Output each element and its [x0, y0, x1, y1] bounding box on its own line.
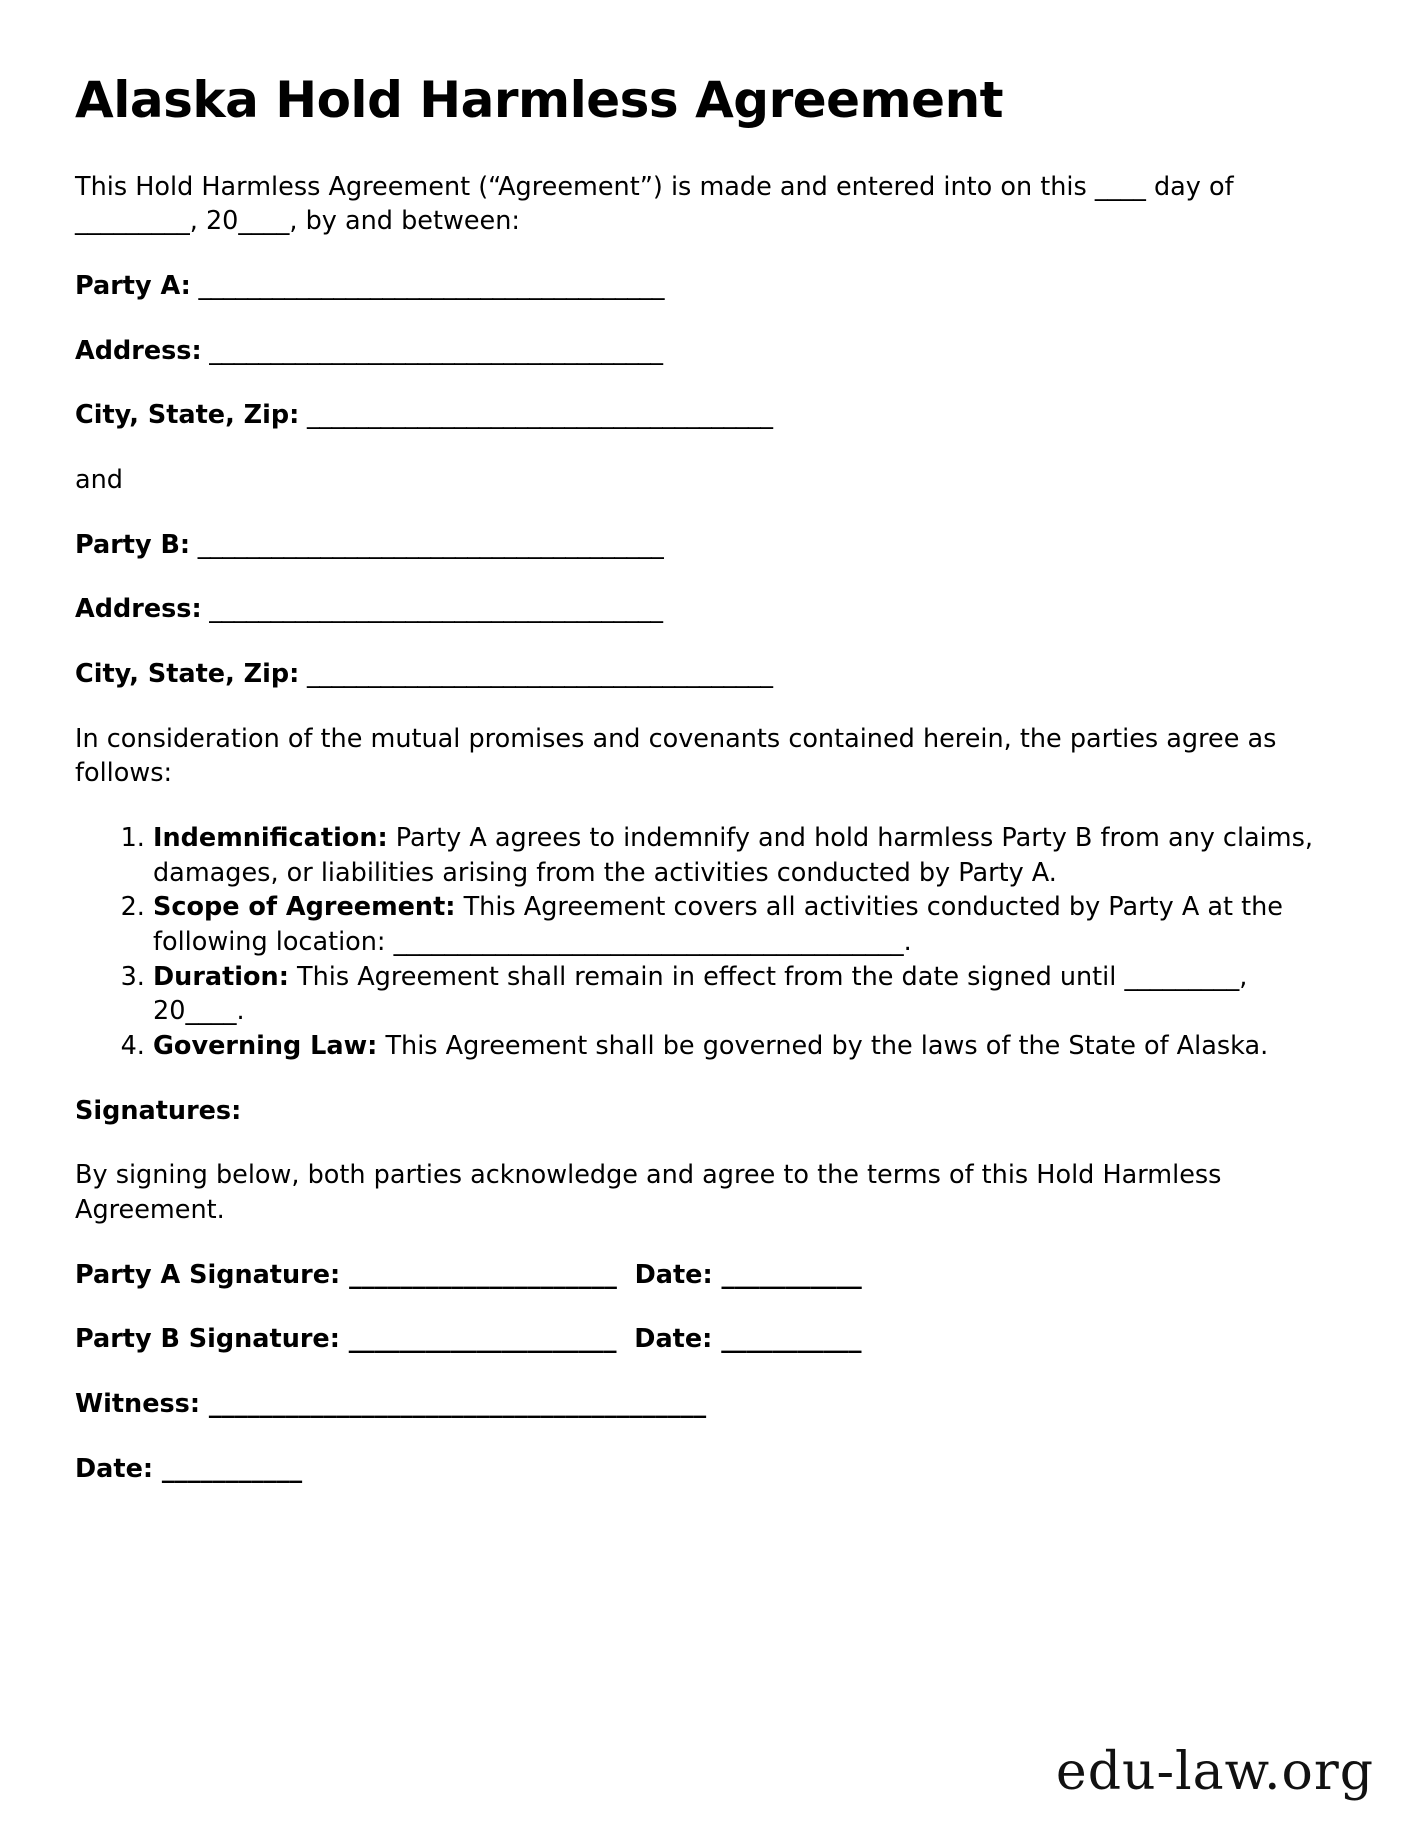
party-b-label: Party B: [75, 529, 191, 560]
page-title: Alaska Hold Harmless Agreement [75, 71, 1004, 129]
term-heading: Governing Law: [153, 1030, 378, 1061]
party-a-city-field [75, 398, 1341, 433]
party-b-address-field [75, 592, 1341, 627]
and-separator: and [75, 464, 123, 495]
term-body: This Agreement shall be governed by the laws of the State of Alaska. [377, 1030, 1269, 1061]
witness-date-line[interactable]: Date: ___________ [75, 1453, 303, 1484]
site-watermark: edu-law.org [1055, 1742, 1374, 1802]
party-b-field [75, 528, 1341, 563]
party-a-address-label: Address: [75, 335, 202, 366]
list-item [153, 890, 1328, 959]
party-b-city-field [75, 657, 1341, 692]
terms-list [75, 821, 1341, 1064]
term-body: Party A agrees to indemnify and hold harmless Party B from any claims, damages, or liabilities arising from the activities conducted by Party A. [153, 822, 1313, 888]
party-b-address-blank[interactable]: _____________________________________ [201, 594, 663, 625]
term-heading: Indemnification: [153, 822, 388, 853]
party-a-city-blank[interactable]: ______________________________________ [299, 400, 773, 431]
signatures-heading: Signatures: [75, 1095, 242, 1126]
party-b-address-label: Address: [75, 594, 202, 625]
consideration-paragraph: In consideration of the mutual promises and covenants contained herein, the parties agree as follows: [75, 723, 1277, 789]
party-b-signature-line[interactable]: Party B Signature: _____________________ Date: ___________ [75, 1324, 862, 1355]
party-a-blank[interactable]: ______________________________________ [190, 270, 664, 301]
term-heading: Duration: [153, 961, 289, 992]
party-a-address-blank[interactable]: _____________________________________ [201, 335, 663, 366]
list-item [153, 1029, 1328, 1064]
party-b-blank[interactable]: ______________________________________ [190, 529, 664, 560]
party-b-city-label: City, State, Zip: [75, 658, 300, 689]
party-a-signature-line[interactable]: Party A Signature: _____________________ Date: ___________ [75, 1259, 862, 1290]
party-b-city-blank[interactable]: ______________________________________ [299, 658, 773, 689]
list-item [153, 960, 1328, 1029]
witness-line[interactable]: Witness: _______________________________________ [75, 1388, 707, 1419]
party-a-address-field [75, 334, 1341, 369]
term-heading: Scope of Agreement: [153, 892, 456, 923]
party-a-field [75, 269, 1341, 304]
list-item [153, 821, 1328, 890]
party-a-city-label: City, State, Zip: [75, 400, 300, 431]
term-body: This Agreement shall remain in effect from the date signed until _________, 20____. [153, 961, 1248, 1027]
term-body: This Agreement covers all activities conducted by Party A at the following location: ________________________________________. [153, 892, 1283, 957]
intro-paragraph: This Hold Harmless Agreement (“Agreement”) is made and entered into on this ____ day of _________, 20____, by and between: [75, 171, 1234, 237]
document-body [75, 72, 1341, 1516]
party-a-label: Party A: [75, 270, 191, 301]
signatures-intro-paragraph: By signing below, both parties acknowledge and agree to the terms of this Hold Harmless Agreement. [75, 1160, 1222, 1225]
